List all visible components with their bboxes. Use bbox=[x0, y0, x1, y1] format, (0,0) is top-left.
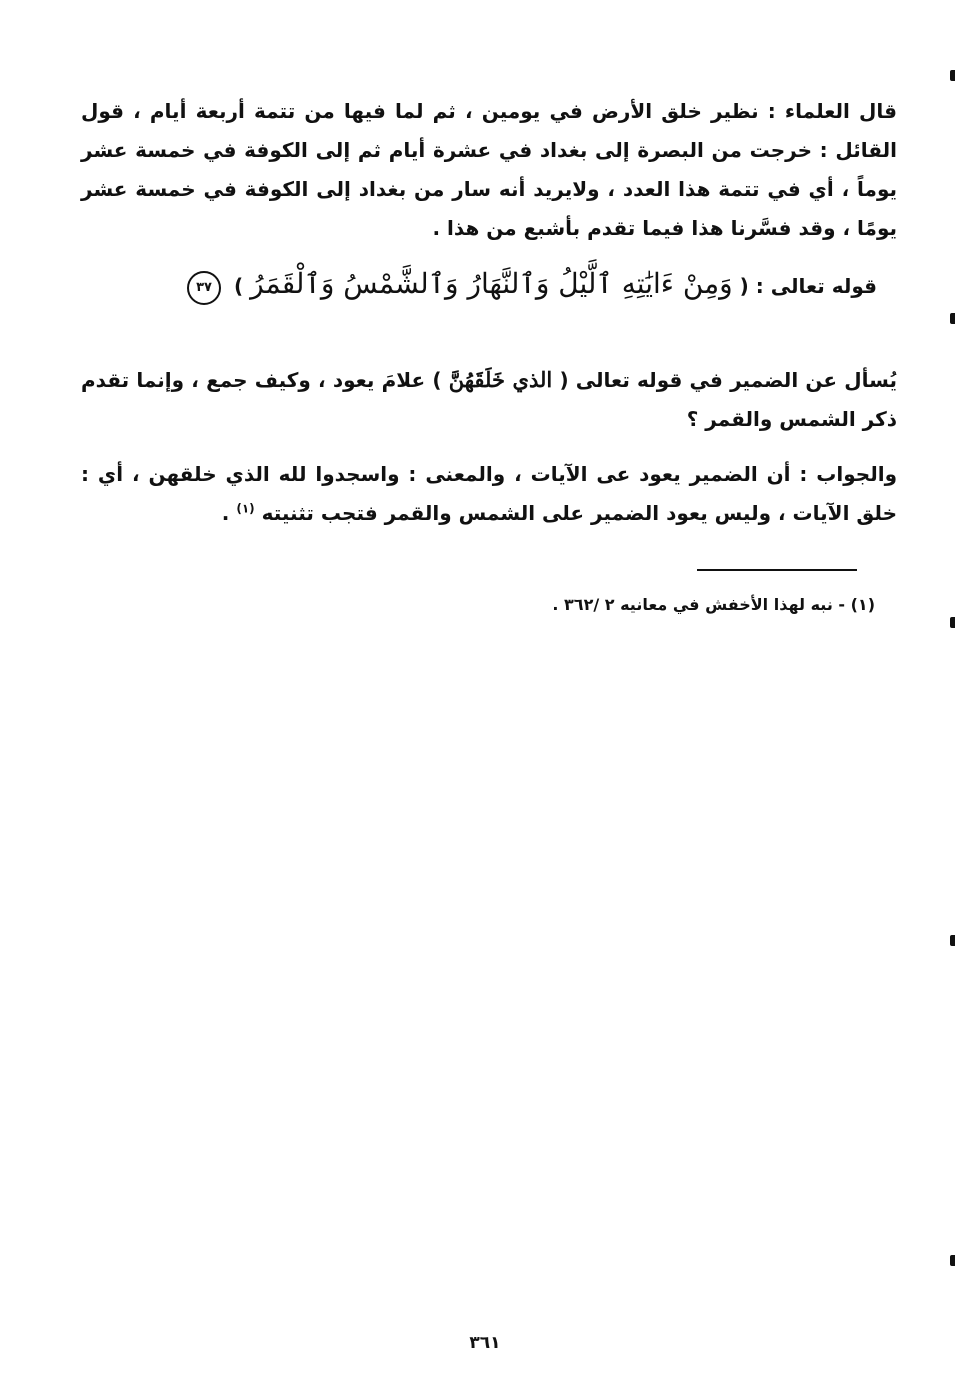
footnote-divider bbox=[697, 569, 857, 571]
binding-hole-mark bbox=[950, 617, 955, 628]
quran-verse-text: وَمِنْ ءَايَٰتِهِ ٱلَّيْلُ وَٱلنَّهَارُ وَٱلشَّمْسُ وَٱلْقَمَرُ bbox=[250, 267, 733, 300]
paragraph-answer bbox=[81, 455, 897, 533]
binding-hole-mark bbox=[950, 70, 955, 81]
verse-intro: قوله تعالى : ( bbox=[739, 274, 877, 298]
answer-end: . bbox=[221, 501, 237, 525]
binding-hole-mark bbox=[950, 313, 955, 324]
paragraph-question bbox=[81, 360, 897, 439]
binding-hole-mark bbox=[950, 935, 955, 946]
question-part-2: ) علامَ يعود ، وكيف جمع ، وإنما تقدم ذكر الشمس والقمر ؟ bbox=[81, 368, 897, 431]
question-part-1: يُسأل عن الضمير في قوله تعالى ( bbox=[559, 368, 897, 392]
binding-hole-mark bbox=[950, 1255, 955, 1266]
answer-text: والجواب : أن الضمير يعود عى الآيات ، والمعنى : واسجدوا لله الذي خلقهن ، أي : خلق الآيات ، وليس يعود الضمير على الشمس والقمر فتجب تثنيته bbox=[81, 462, 897, 525]
quran-inline-phrase: الذي خَلَقَهُنَّ bbox=[448, 367, 553, 392]
ayah-number-marker: ٣٧ bbox=[187, 271, 221, 305]
verse-close-paren: ) bbox=[233, 274, 244, 298]
footnote-text: (١) - نبه لهذا الأخفش في معانيه ٢ /٣٦٢ . bbox=[552, 595, 875, 614]
paragraph-scholars-explanation: قال العلماء : نظير خلق الأرض في يومين ، ثم لما فيها من تتمة أربعة أيام ، قول القائل : خرجت من البصرة إلى بغداد في عشرة أيام ثم إلى الكوفة في خمسة عشر يوماً ، أي في تتمة هذا العدد ، ولايريد أنه سار من بغداد إلى الكوفة في خمسة عشر يومًا ، وقد فسَّرنا هذا فيما تقدم بأشبع من هذا . bbox=[81, 99, 897, 240]
verse-line bbox=[77, 262, 877, 308]
footnote-reference[interactable]: (١) bbox=[236, 501, 255, 516]
page-number: ٣٦١ bbox=[469, 1333, 501, 1353]
